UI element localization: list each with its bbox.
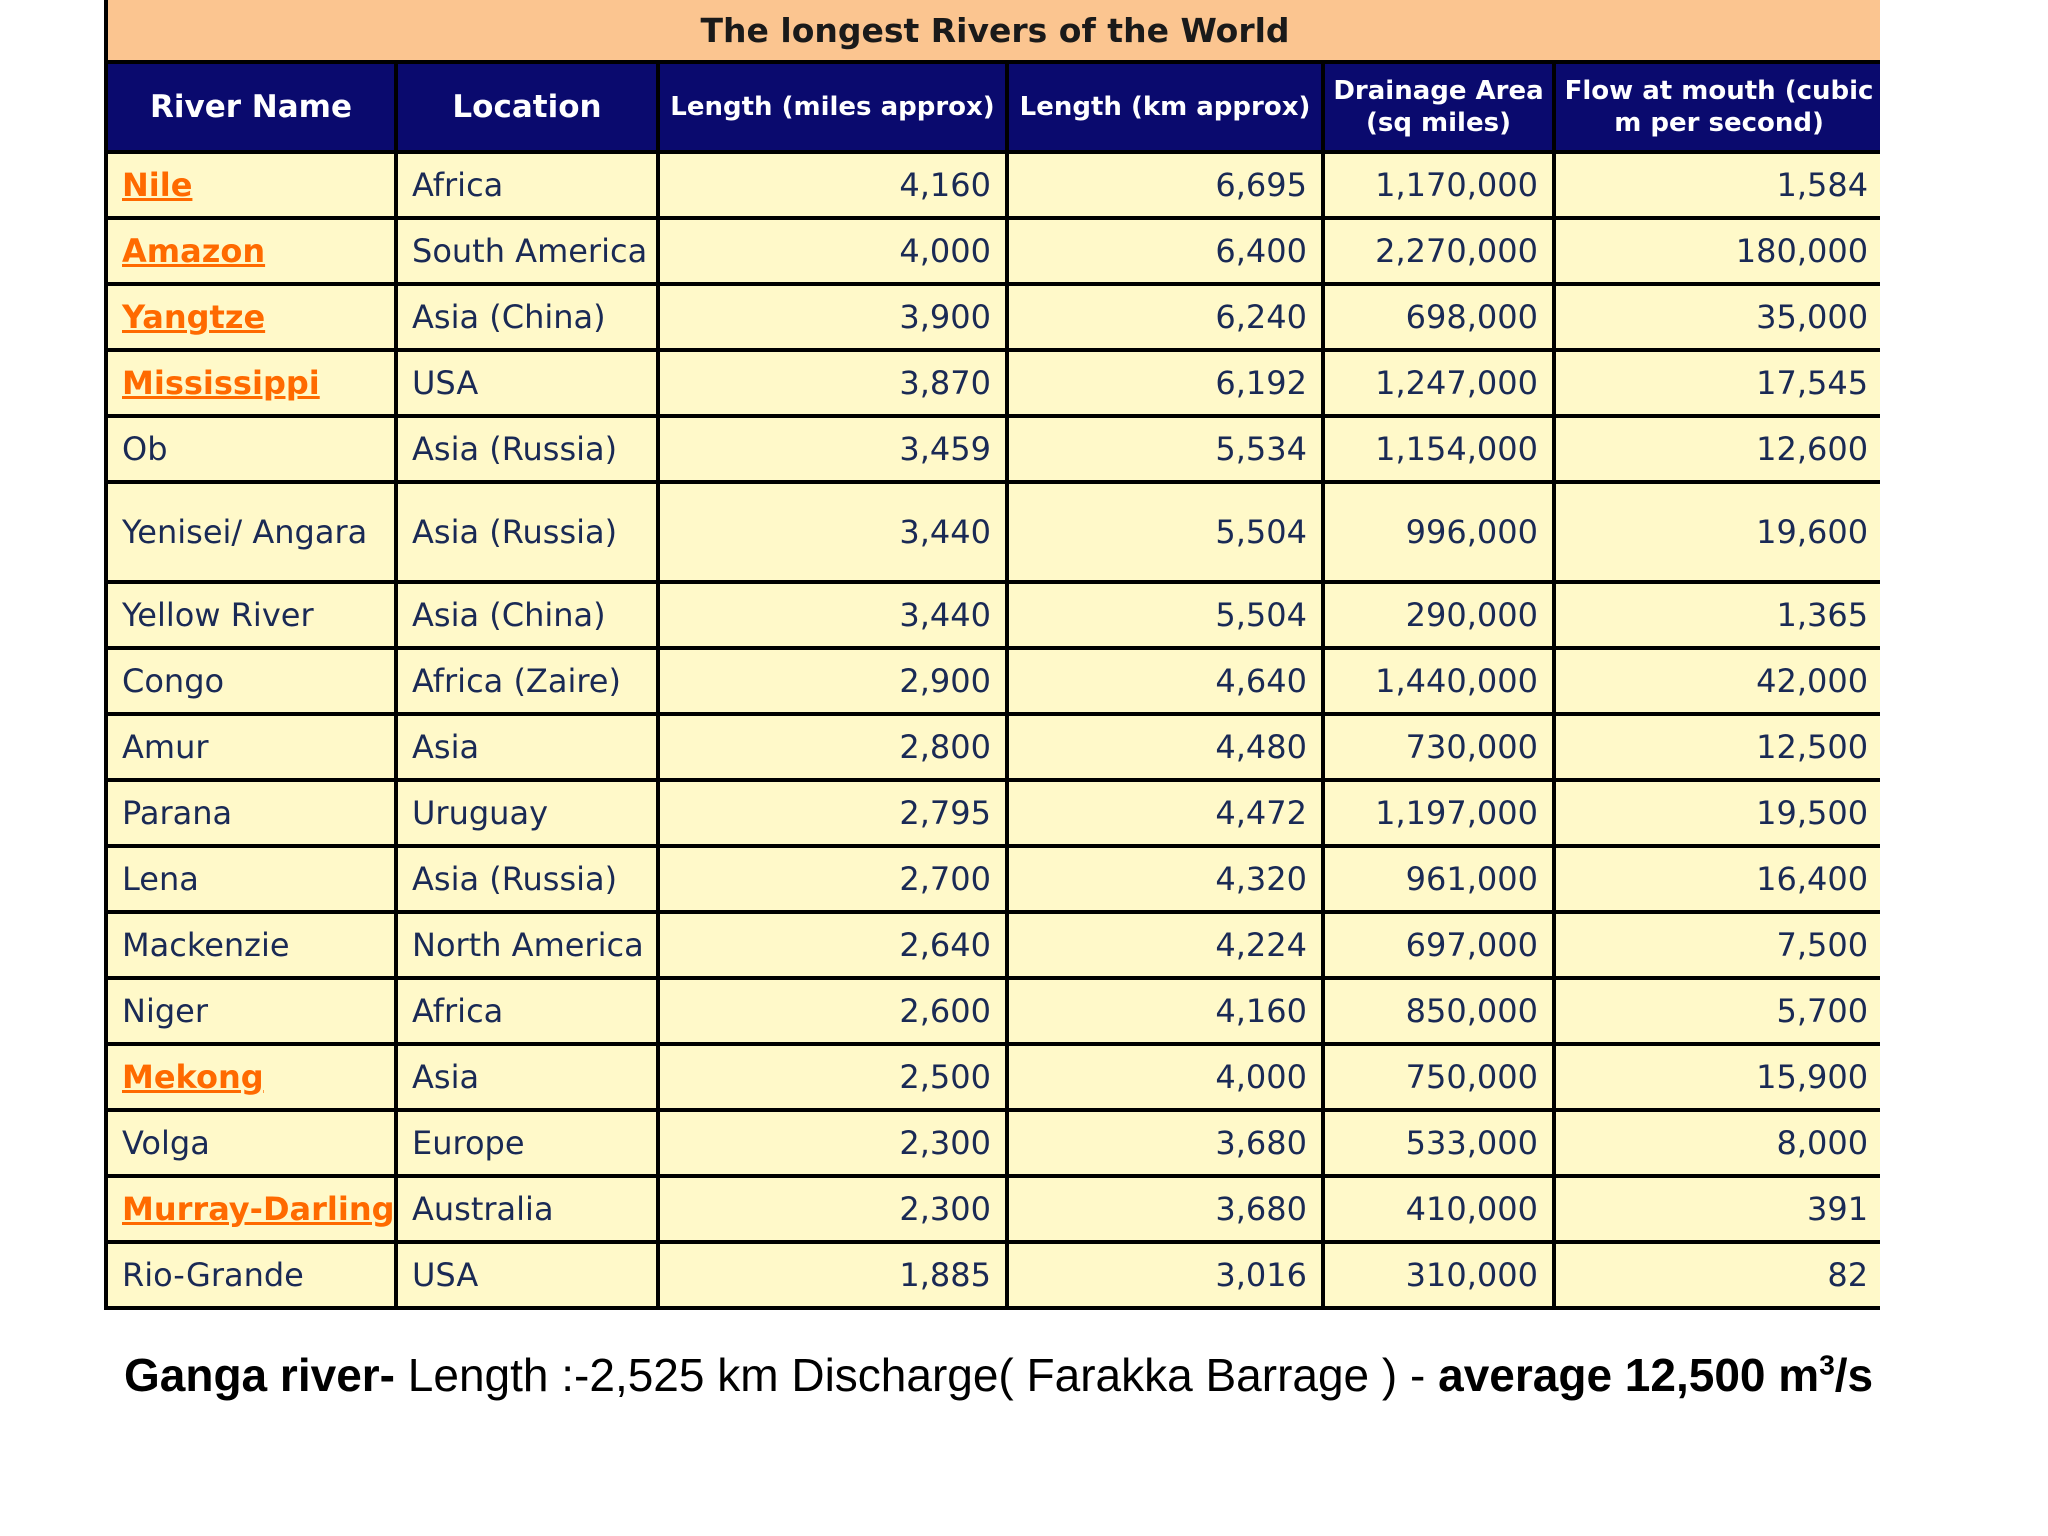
header-drainage-area: Drainage Area (sq miles) (1325, 64, 1552, 150)
cell-flow-at-mouth: 1,584 (1556, 154, 1880, 216)
cell-drainage-area: 410,000 (1325, 1178, 1552, 1240)
cell-drainage-area: 698,000 (1325, 286, 1552, 348)
cell-location: Asia (Russia) (398, 848, 656, 910)
river-link[interactable]: Nile (122, 166, 193, 204)
cell-river-name (108, 650, 394, 712)
cell-length-km: 4,000 (1009, 1046, 1321, 1108)
cell-length-km: 5,504 (1009, 584, 1321, 646)
cell-drainage-area: 961,000 (1325, 848, 1552, 910)
header-flow-at-mouth: Flow at mouth (cubic m per second) (1556, 64, 1880, 150)
cell-drainage-area: 290,000 (1325, 584, 1552, 646)
cell-river-name (108, 484, 394, 580)
table-row (108, 1046, 1880, 1108)
cell-flow-at-mouth: 12,600 (1556, 418, 1880, 480)
cell-drainage-area: 533,000 (1325, 1112, 1552, 1174)
cell-length-km: 6,695 (1009, 154, 1321, 216)
cell-length-km: 4,160 (1009, 980, 1321, 1042)
caption-superscript: 3 (1819, 1349, 1835, 1381)
cell-river-name (108, 782, 394, 844)
cell-location: Asia (Russia) (398, 484, 656, 580)
cell-flow-at-mouth: 82 (1556, 1244, 1880, 1306)
table-row (108, 286, 1880, 348)
caption-lead: Ganga river- (124, 1349, 395, 1401)
cell-flow-at-mouth: 12,500 (1556, 716, 1880, 778)
cell-length-miles: 4,160 (660, 154, 1005, 216)
cell-length-miles: 3,900 (660, 286, 1005, 348)
cell-river-name (108, 914, 394, 976)
cell-location: Asia (China) (398, 286, 656, 348)
table-row (108, 980, 1880, 1042)
cell-river-name[interactable] (108, 220, 394, 282)
rivers-table (104, 0, 1880, 1310)
cell-river-name (108, 716, 394, 778)
cell-length-miles: 3,870 (660, 352, 1005, 414)
cell-river-name[interactable] (108, 352, 394, 414)
river-name-text: Ob (122, 430, 168, 468)
rivers-table-body (108, 154, 1880, 1306)
cell-length-miles: 3,440 (660, 584, 1005, 646)
river-name-text: Mackenzie (122, 926, 290, 964)
river-name-text: Volga (122, 1124, 210, 1162)
cell-length-km: 5,534 (1009, 418, 1321, 480)
cell-river-name (108, 1112, 394, 1174)
cell-drainage-area: 310,000 (1325, 1244, 1552, 1306)
cell-drainage-area: 750,000 (1325, 1046, 1552, 1108)
cell-length-km: 3,016 (1009, 1244, 1321, 1306)
river-link[interactable]: Mississippi (122, 364, 320, 402)
cell-length-km: 6,400 (1009, 220, 1321, 282)
cell-flow-at-mouth: 42,000 (1556, 650, 1880, 712)
cell-river-name (108, 980, 394, 1042)
cell-river-name (108, 848, 394, 910)
header-location: Location (398, 64, 656, 150)
cell-river-name (108, 1244, 394, 1306)
cell-length-miles: 2,700 (660, 848, 1005, 910)
river-name-text: Parana (122, 794, 233, 832)
river-link[interactable]: Mekong (122, 1058, 264, 1096)
cell-location: North America (398, 914, 656, 976)
cell-drainage-area: 1,154,000 (1325, 418, 1552, 480)
cell-location: Africa (398, 980, 656, 1042)
cell-length-km: 6,240 (1009, 286, 1321, 348)
cell-length-miles: 2,500 (660, 1046, 1005, 1108)
cell-length-km: 4,224 (1009, 914, 1321, 976)
cell-length-miles: 3,440 (660, 484, 1005, 580)
table-row (108, 650, 1880, 712)
cell-location: Asia (398, 1046, 656, 1108)
cell-flow-at-mouth: 391 (1556, 1178, 1880, 1240)
ganga-caption (124, 1348, 1873, 1402)
table-title: The longest Rivers of the World (108, 0, 1880, 60)
cell-drainage-area: 697,000 (1325, 914, 1552, 976)
cell-length-km: 3,680 (1009, 1112, 1321, 1174)
table-row (108, 782, 1880, 844)
river-link[interactable]: Amazon (122, 232, 266, 270)
cell-drainage-area: 1,440,000 (1325, 650, 1552, 712)
cell-flow-at-mouth: 5,700 (1556, 980, 1880, 1042)
caption-average-value: average 12,500 m (1438, 1349, 1820, 1401)
table-row (108, 154, 1880, 216)
cell-flow-at-mouth: 1,365 (1556, 584, 1880, 646)
table-row (108, 848, 1880, 910)
cell-flow-at-mouth: 16,400 (1556, 848, 1880, 910)
river-link[interactable]: Yangtze (122, 298, 266, 336)
cell-length-miles: 2,640 (660, 914, 1005, 976)
cell-drainage-area: 1,247,000 (1325, 352, 1552, 414)
cell-river-name (108, 584, 394, 646)
table-row (108, 914, 1880, 976)
table-row (108, 1112, 1880, 1174)
cell-location: Australia (398, 1178, 656, 1240)
cell-flow-at-mouth: 15,900 (1556, 1046, 1880, 1108)
cell-location: Asia (Russia) (398, 418, 656, 480)
rivers-table-frame (104, 0, 1880, 1310)
cell-flow-at-mouth: 35,000 (1556, 286, 1880, 348)
table-row (108, 484, 1880, 580)
table-row (108, 1244, 1880, 1306)
cell-length-km: 6,192 (1009, 352, 1321, 414)
cell-location: USA (398, 352, 656, 414)
cell-drainage-area: 730,000 (1325, 716, 1552, 778)
cell-location: Africa (Zaire) (398, 650, 656, 712)
cell-length-miles: 3,459 (660, 418, 1005, 480)
cell-length-miles: 2,900 (660, 650, 1005, 712)
cell-length-km: 5,504 (1009, 484, 1321, 580)
river-name-text: Congo (122, 662, 225, 700)
cell-flow-at-mouth: 8,000 (1556, 1112, 1880, 1174)
cell-river-name[interactable] (108, 1178, 394, 1240)
cell-drainage-area: 996,000 (1325, 484, 1552, 580)
caption-unit-end: /s (1834, 1349, 1874, 1401)
cell-length-miles: 2,795 (660, 782, 1005, 844)
cell-river-name[interactable] (108, 286, 394, 348)
cell-flow-at-mouth: 19,500 (1556, 782, 1880, 844)
cell-length-km: 4,472 (1009, 782, 1321, 844)
cell-river-name[interactable] (108, 1046, 394, 1108)
cell-length-km: 4,480 (1009, 716, 1321, 778)
river-link[interactable]: Murray-Darling (122, 1190, 394, 1228)
cell-location: Asia (398, 716, 656, 778)
cell-river-name[interactable] (108, 154, 394, 216)
cell-length-miles: 2,600 (660, 980, 1005, 1042)
caption-text: Length :-2,525 km Discharge( Farakka Barrage ) - (395, 1349, 1439, 1401)
table-row (108, 716, 1880, 778)
river-name-text: Yellow River (122, 596, 314, 634)
river-name-text: Yenisei/ Angara (122, 513, 368, 551)
cell-drainage-area: 1,197,000 (1325, 782, 1552, 844)
cell-length-km: 4,640 (1009, 650, 1321, 712)
table-row (108, 418, 1880, 480)
caption-average (1438, 1349, 1873, 1401)
river-name-text: Niger (122, 992, 208, 1030)
table-row (108, 1178, 1880, 1240)
cell-length-miles: 2,300 (660, 1178, 1005, 1240)
cell-flow-at-mouth: 19,600 (1556, 484, 1880, 580)
cell-length-miles: 1,885 (660, 1244, 1005, 1306)
header-length-miles: Length (miles approx) (660, 64, 1005, 150)
cell-flow-at-mouth: 17,545 (1556, 352, 1880, 414)
table-row (108, 352, 1880, 414)
cell-location: Europe (398, 1112, 656, 1174)
river-name-text: Lena (122, 860, 199, 898)
river-name-text: Amur (122, 728, 209, 766)
cell-drainage-area: 2,270,000 (1325, 220, 1552, 282)
river-name-text: Rio-Grande (122, 1256, 304, 1294)
cell-location: Africa (398, 154, 656, 216)
cell-river-name (108, 418, 394, 480)
cell-length-km: 3,680 (1009, 1178, 1321, 1240)
header-river-name: River Name (108, 64, 394, 150)
cell-flow-at-mouth: 180,000 (1556, 220, 1880, 282)
cell-location: Asia (China) (398, 584, 656, 646)
cell-location: Uruguay (398, 782, 656, 844)
cell-length-miles: 2,800 (660, 716, 1005, 778)
cell-drainage-area: 850,000 (1325, 980, 1552, 1042)
cell-location: USA (398, 1244, 656, 1306)
table-row (108, 220, 1880, 282)
cell-location: South America (398, 220, 656, 282)
cell-flow-at-mouth: 7,500 (1556, 914, 1880, 976)
cell-drainage-area: 1,170,000 (1325, 154, 1552, 216)
table-row (108, 584, 1880, 646)
header-length-km: Length (km approx) (1009, 64, 1321, 150)
cell-length-miles: 4,000 (660, 220, 1005, 282)
cell-length-miles: 2,300 (660, 1112, 1005, 1174)
cell-length-km: 4,320 (1009, 848, 1321, 910)
